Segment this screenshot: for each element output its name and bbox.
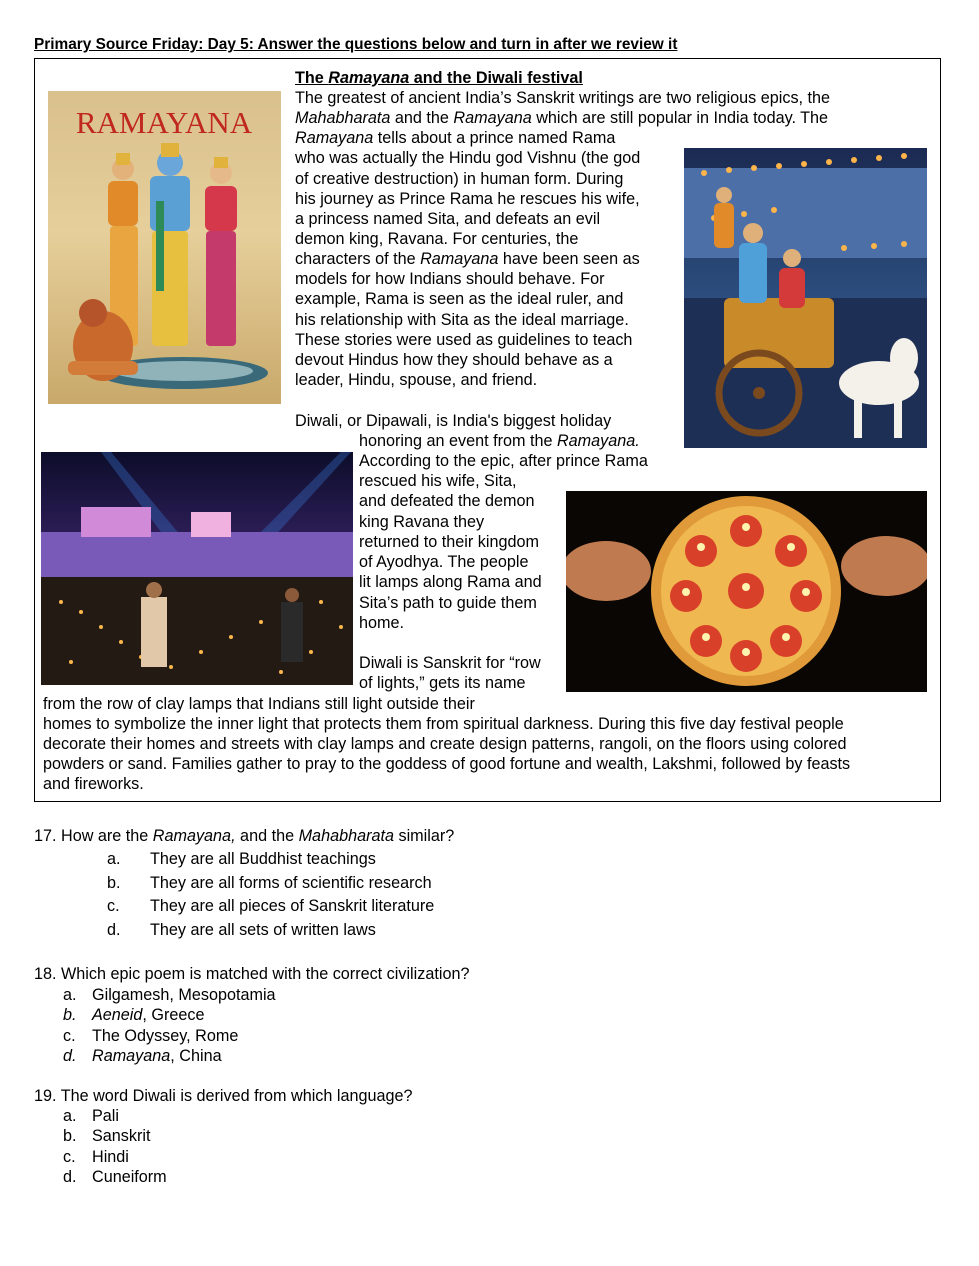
- article-line: and fireworks.: [43, 775, 144, 793]
- article-line: of Ayodhya. The people: [359, 553, 529, 571]
- article-line: of lights,” gets its name: [359, 674, 526, 692]
- article-line: leader, Hindu, spouse, and friend.: [295, 371, 538, 389]
- article-line: According to the epic, after prince Rama: [359, 452, 648, 470]
- ramayana-poster-image: [48, 91, 281, 404]
- question-stem: 18. Which epic poem is matched with the correct civilization?: [34, 965, 470, 983]
- article-line: Mahabharata and the Ramayana which are still popular in India today. The: [295, 109, 829, 127]
- article-line: powders or sand. Families gather to pray to the goddess of good fortune and wealth, Lakshmi, followed by feasts: [43, 755, 851, 773]
- article-line: and defeated the demon: [359, 492, 535, 510]
- article-line: Sita’s path to guide them: [359, 594, 537, 612]
- answer-option-text: Cuneiform: [92, 1167, 167, 1186]
- answer-option-text: Pali: [92, 1107, 119, 1125]
- article-line: models for how Indians should behave. For: [295, 270, 605, 288]
- figure-right: [205, 157, 237, 346]
- answer-option-text: Gilgamesh, Mesopotamia: [92, 986, 276, 1004]
- answer-option-letter: d.: [63, 1046, 77, 1065]
- poster-art: [48, 91, 281, 404]
- diya-lamps-plate-image: [566, 491, 927, 692]
- article-line: who was actually the Hindu god Vishnu (the god: [295, 149, 641, 167]
- ayodhya-art: [41, 452, 353, 685]
- ayodhya-lamps-night-image: [41, 452, 353, 685]
- article-line: decorate their homes and streets with clay lamps and create design patterns, rangoli, on the floors using colored: [43, 735, 847, 753]
- chariot-art: [684, 148, 927, 448]
- answer-option-letter: c.: [63, 1147, 76, 1166]
- article-line: devout Hindus how they should behave as a: [295, 351, 613, 369]
- poster-title: RAMAYANA: [75, 105, 253, 140]
- article-line: These stories were used as guidelines to teach: [295, 331, 633, 349]
- article-line: of creative destruction) in human form. During: [295, 170, 624, 188]
- article-line: example, Rama is seen as the ideal ruler, and: [295, 290, 624, 308]
- page-header: Primary Source Friday: Day 5: Answer the questions below and turn in after we review it: [34, 36, 678, 53]
- diya-art: [566, 491, 927, 692]
- answer-option-text: Hindi: [92, 1147, 129, 1166]
- answer-option-letter: b.: [63, 1127, 77, 1146]
- question-stem: 17. How are the Ramayana, and the Mahabharata similar?: [34, 827, 455, 845]
- answer-option-letter: a.: [63, 1107, 77, 1125]
- answer-option-text: They are all forms of scientific research: [150, 873, 432, 892]
- article-line: characters of the Ramayana have been seen as: [295, 250, 640, 268]
- article-line: lit lamps along Rama and: [359, 573, 542, 591]
- figure-center: [150, 143, 190, 346]
- answer-option-letter: a.: [63, 986, 77, 1004]
- article-line: homes to symbolize the inner light that protects them from spiritual darkness. During this five day festival people: [43, 715, 844, 733]
- article-line: king Ravana they: [359, 513, 485, 531]
- answer-option-text: Sanskrit: [92, 1127, 151, 1146]
- article-line: his relationship with Sita as the ideal marriage.: [295, 311, 629, 329]
- chariot-procession-image: [684, 148, 927, 448]
- question-stem: 19. The word Diwali is derived from which language?: [34, 1087, 413, 1105]
- answer-option-letter: c.: [63, 1026, 76, 1045]
- answer-option-letter: b.: [107, 873, 121, 892]
- answer-option-letter: d.: [107, 920, 121, 939]
- answer-option-text: Ramayana, China: [92, 1046, 222, 1065]
- article-line: returned to their kingdom: [359, 533, 539, 551]
- answer-option-letter: d.: [63, 1167, 77, 1186]
- answer-option-letter: a.: [107, 850, 121, 868]
- article-line: Diwali, or Dipawali, is India's biggest holiday: [295, 412, 612, 430]
- article-line: home.: [359, 614, 404, 632]
- article-line: his journey as Prince Rama he rescues his wife,: [295, 190, 640, 208]
- article-line: The greatest of ancient India’s Sanskrit writings are two religious epics, the: [295, 89, 831, 107]
- article-title: The Ramayana and the Diwali festival: [295, 69, 583, 87]
- article-line: a princess named Sita, and defeats an evil: [295, 210, 601, 228]
- answer-option-letter: c.: [107, 897, 120, 915]
- answer-option-text: The Odyssey, Rome: [92, 1026, 239, 1045]
- answer-option-text: They are all Buddhist teachings: [150, 850, 376, 868]
- article-line: rescued his wife, Sita,: [359, 472, 517, 490]
- answer-option-letter: b.: [63, 1006, 77, 1025]
- answer-option-text: They are all pieces of Sanskrit literature: [150, 897, 435, 915]
- article-line: Ramayana tells about a prince named Rama: [295, 129, 616, 147]
- article-line: honoring an event from the Ramayana.: [359, 432, 640, 450]
- article-line: Diwali is Sanskrit for “row: [359, 654, 541, 672]
- article-line: from the row of clay lamps that Indians still light outside their: [43, 695, 475, 713]
- answer-option-text: Aeneid, Greece: [92, 1006, 205, 1025]
- article-line: demon king, Ravana. For centuries, the: [295, 230, 579, 248]
- answer-option-text: They are all sets of written laws: [150, 920, 376, 939]
